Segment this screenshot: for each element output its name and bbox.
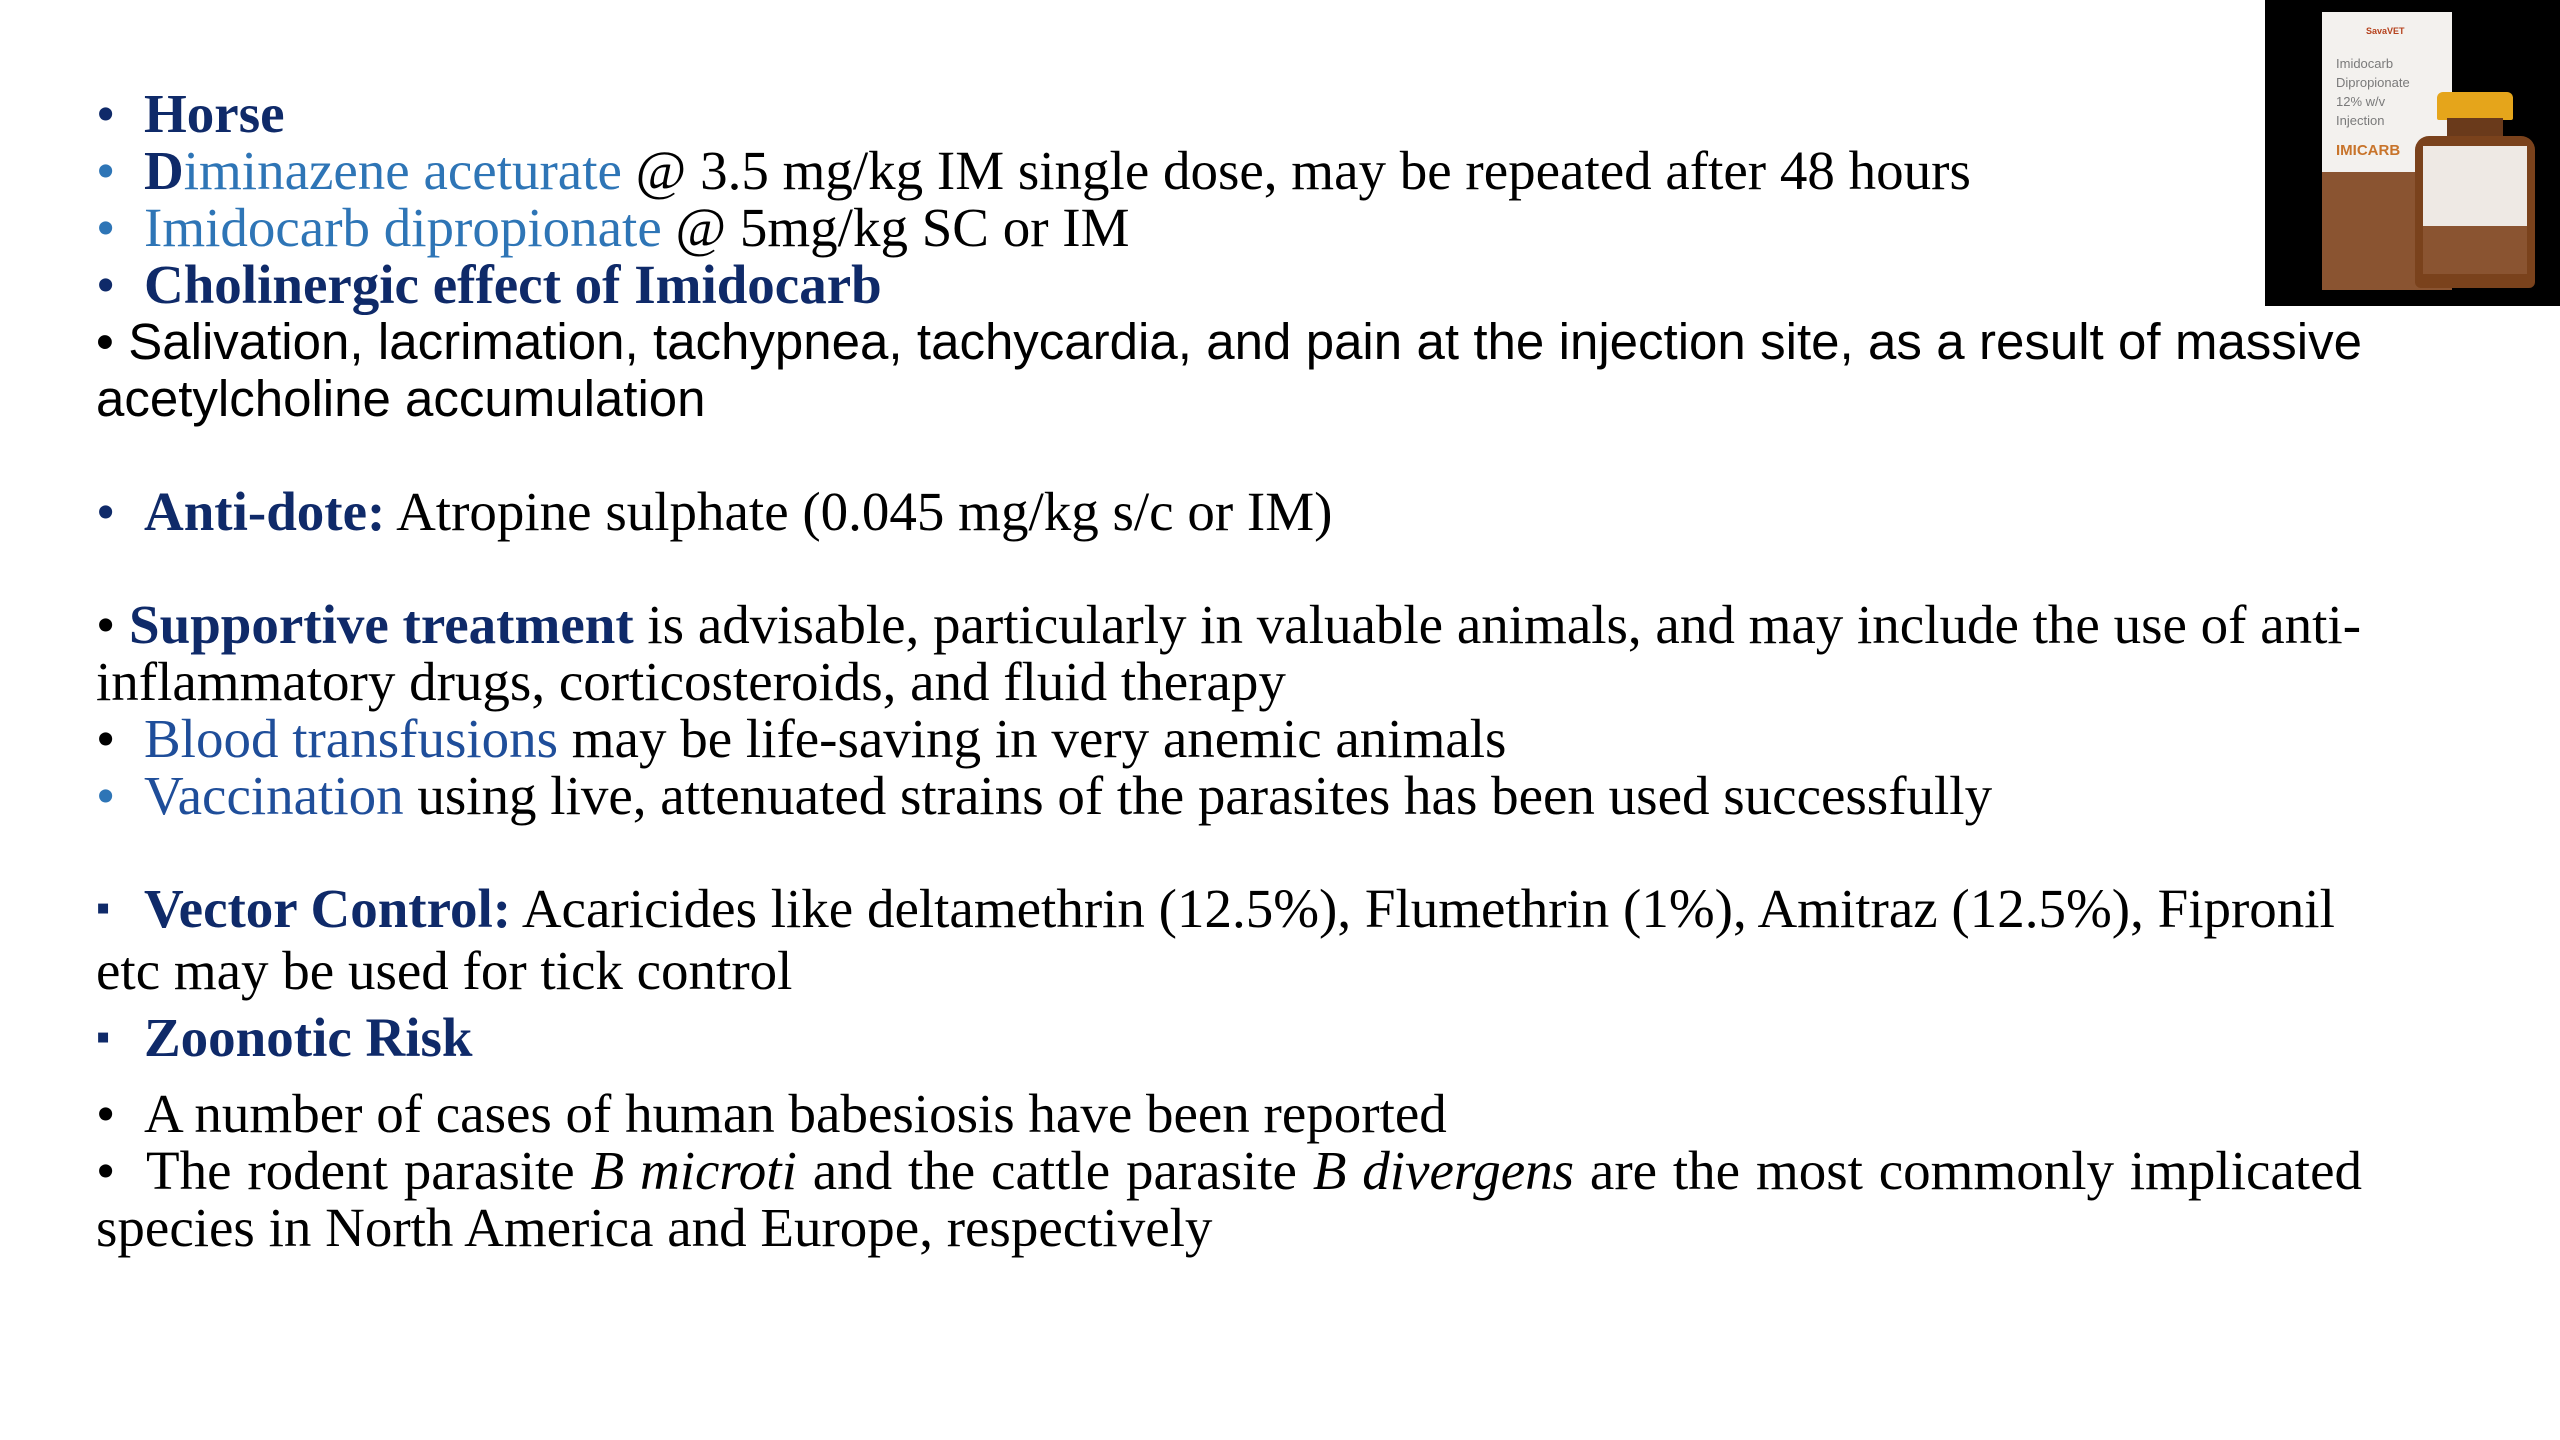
bullet-mark: •: [96, 481, 116, 542]
term-blood-transfusions: Blood transfusions: [144, 708, 559, 769]
term-vaccination: Vaccination: [144, 765, 404, 826]
salivation-text: Salivation, lacrimation, tachypnea, tachycardia, and pain at the injection site, as a result of massive acetylcholine accumulation: [96, 313, 2363, 427]
bullet-cholinergic: [96, 256, 2362, 313]
species-b-divergens: B divergens: [1312, 1140, 1575, 1201]
blood-text: may be life-saving in very anemic animals: [558, 708, 1507, 769]
heading-cholinergic: Cholinergic effect of Imidocarb: [144, 254, 882, 315]
species-b-microti: B microti: [590, 1140, 797, 1201]
vector-text: Acaricides like deltamethrin (12.5%), Flumethrin (1%), Amitraz (12.5%), Fipronil etc may be used for tick control: [96, 878, 2335, 1001]
bullet-mark: •: [96, 1140, 116, 1201]
heading-antidote: Anti-dote:: [144, 481, 386, 542]
box-text: Imidocarb Dipropionate 12% w/v Injection: [2336, 56, 2410, 128]
bullet-salivation: [96, 313, 2362, 427]
drug-diminazene: iminazene aceturate: [183, 140, 622, 201]
bullet-babesiosis: [96, 1085, 2362, 1142]
bullet-diminazene: [96, 142, 2362, 199]
babesiosis-text: A number of cases of human babesiosis have been reported: [144, 1083, 1447, 1144]
dose-text: @ 3.5 mg/kg IM single dose, may be repeated after 48 hours: [621, 140, 1971, 201]
dose-text: @ 5mg/kg SC or IM: [661, 197, 1130, 258]
bullet-blood: [96, 710, 2362, 767]
product-name: IMICARB: [2336, 142, 2401, 159]
bullet-horse: [96, 85, 2362, 142]
drug-initial: D: [144, 140, 184, 201]
bullet-mark: •: [96, 83, 116, 144]
rodent-text-2: and the cattle parasite: [796, 1140, 1313, 1201]
square-bullet-mark: ▪: [96, 1014, 111, 1059]
bullet-mark: •: [96, 708, 116, 769]
vaccination-text: using live, attenuated strains of the parasites has been used successfully: [403, 765, 1993, 826]
heading-horse: Horse: [144, 83, 285, 144]
bullet-rodent: [96, 1142, 2362, 1256]
heading-vector-control: Vector Control:: [144, 878, 512, 939]
bullet-mark: •: [96, 140, 116, 201]
bullet-mark: •: [96, 313, 114, 370]
bullet-mark: •: [96, 1083, 116, 1144]
supportive-text: is advisable, particularly in valuable animals, and may include the use of anti-inflammatory drugs, corticosteroids, and fluid therapy: [96, 594, 2362, 712]
rodent-text-3: are the most commonly implicated species in North America and Europe, respectively: [96, 1140, 2363, 1258]
bullet-zoonotic: [96, 1009, 2362, 1071]
rodent-text-1: The rodent parasite: [145, 1140, 591, 1201]
heading-supportive: Supportive treatment: [129, 594, 634, 655]
bullet-vaccination: [96, 767, 2362, 824]
drug-imidocarb: Imidocarb dipropionate: [144, 197, 662, 258]
bullet-mark: •: [96, 254, 116, 315]
bullet-vector-control: [96, 880, 2362, 999]
bullet-mark: •: [96, 765, 116, 826]
slide-content: [96, 85, 2362, 1256]
product-image: [2265, 0, 2560, 306]
bullet-antidote: [96, 483, 2362, 540]
bullet-mark: •: [96, 197, 116, 258]
bullet-imidocarb: [96, 199, 2362, 256]
brand-label: SavaVET: [2366, 26, 2405, 36]
vial-icon: [2415, 92, 2535, 288]
heading-zoonotic: Zoonotic Risk: [144, 1007, 473, 1068]
bullet-supportive: [96, 596, 2362, 710]
antidote-text: Atropine sulphate (0.045 mg/kg s/c or IM): [385, 481, 1333, 542]
square-bullet-mark: ▪: [96, 885, 111, 930]
bullet-mark: •: [96, 594, 116, 655]
